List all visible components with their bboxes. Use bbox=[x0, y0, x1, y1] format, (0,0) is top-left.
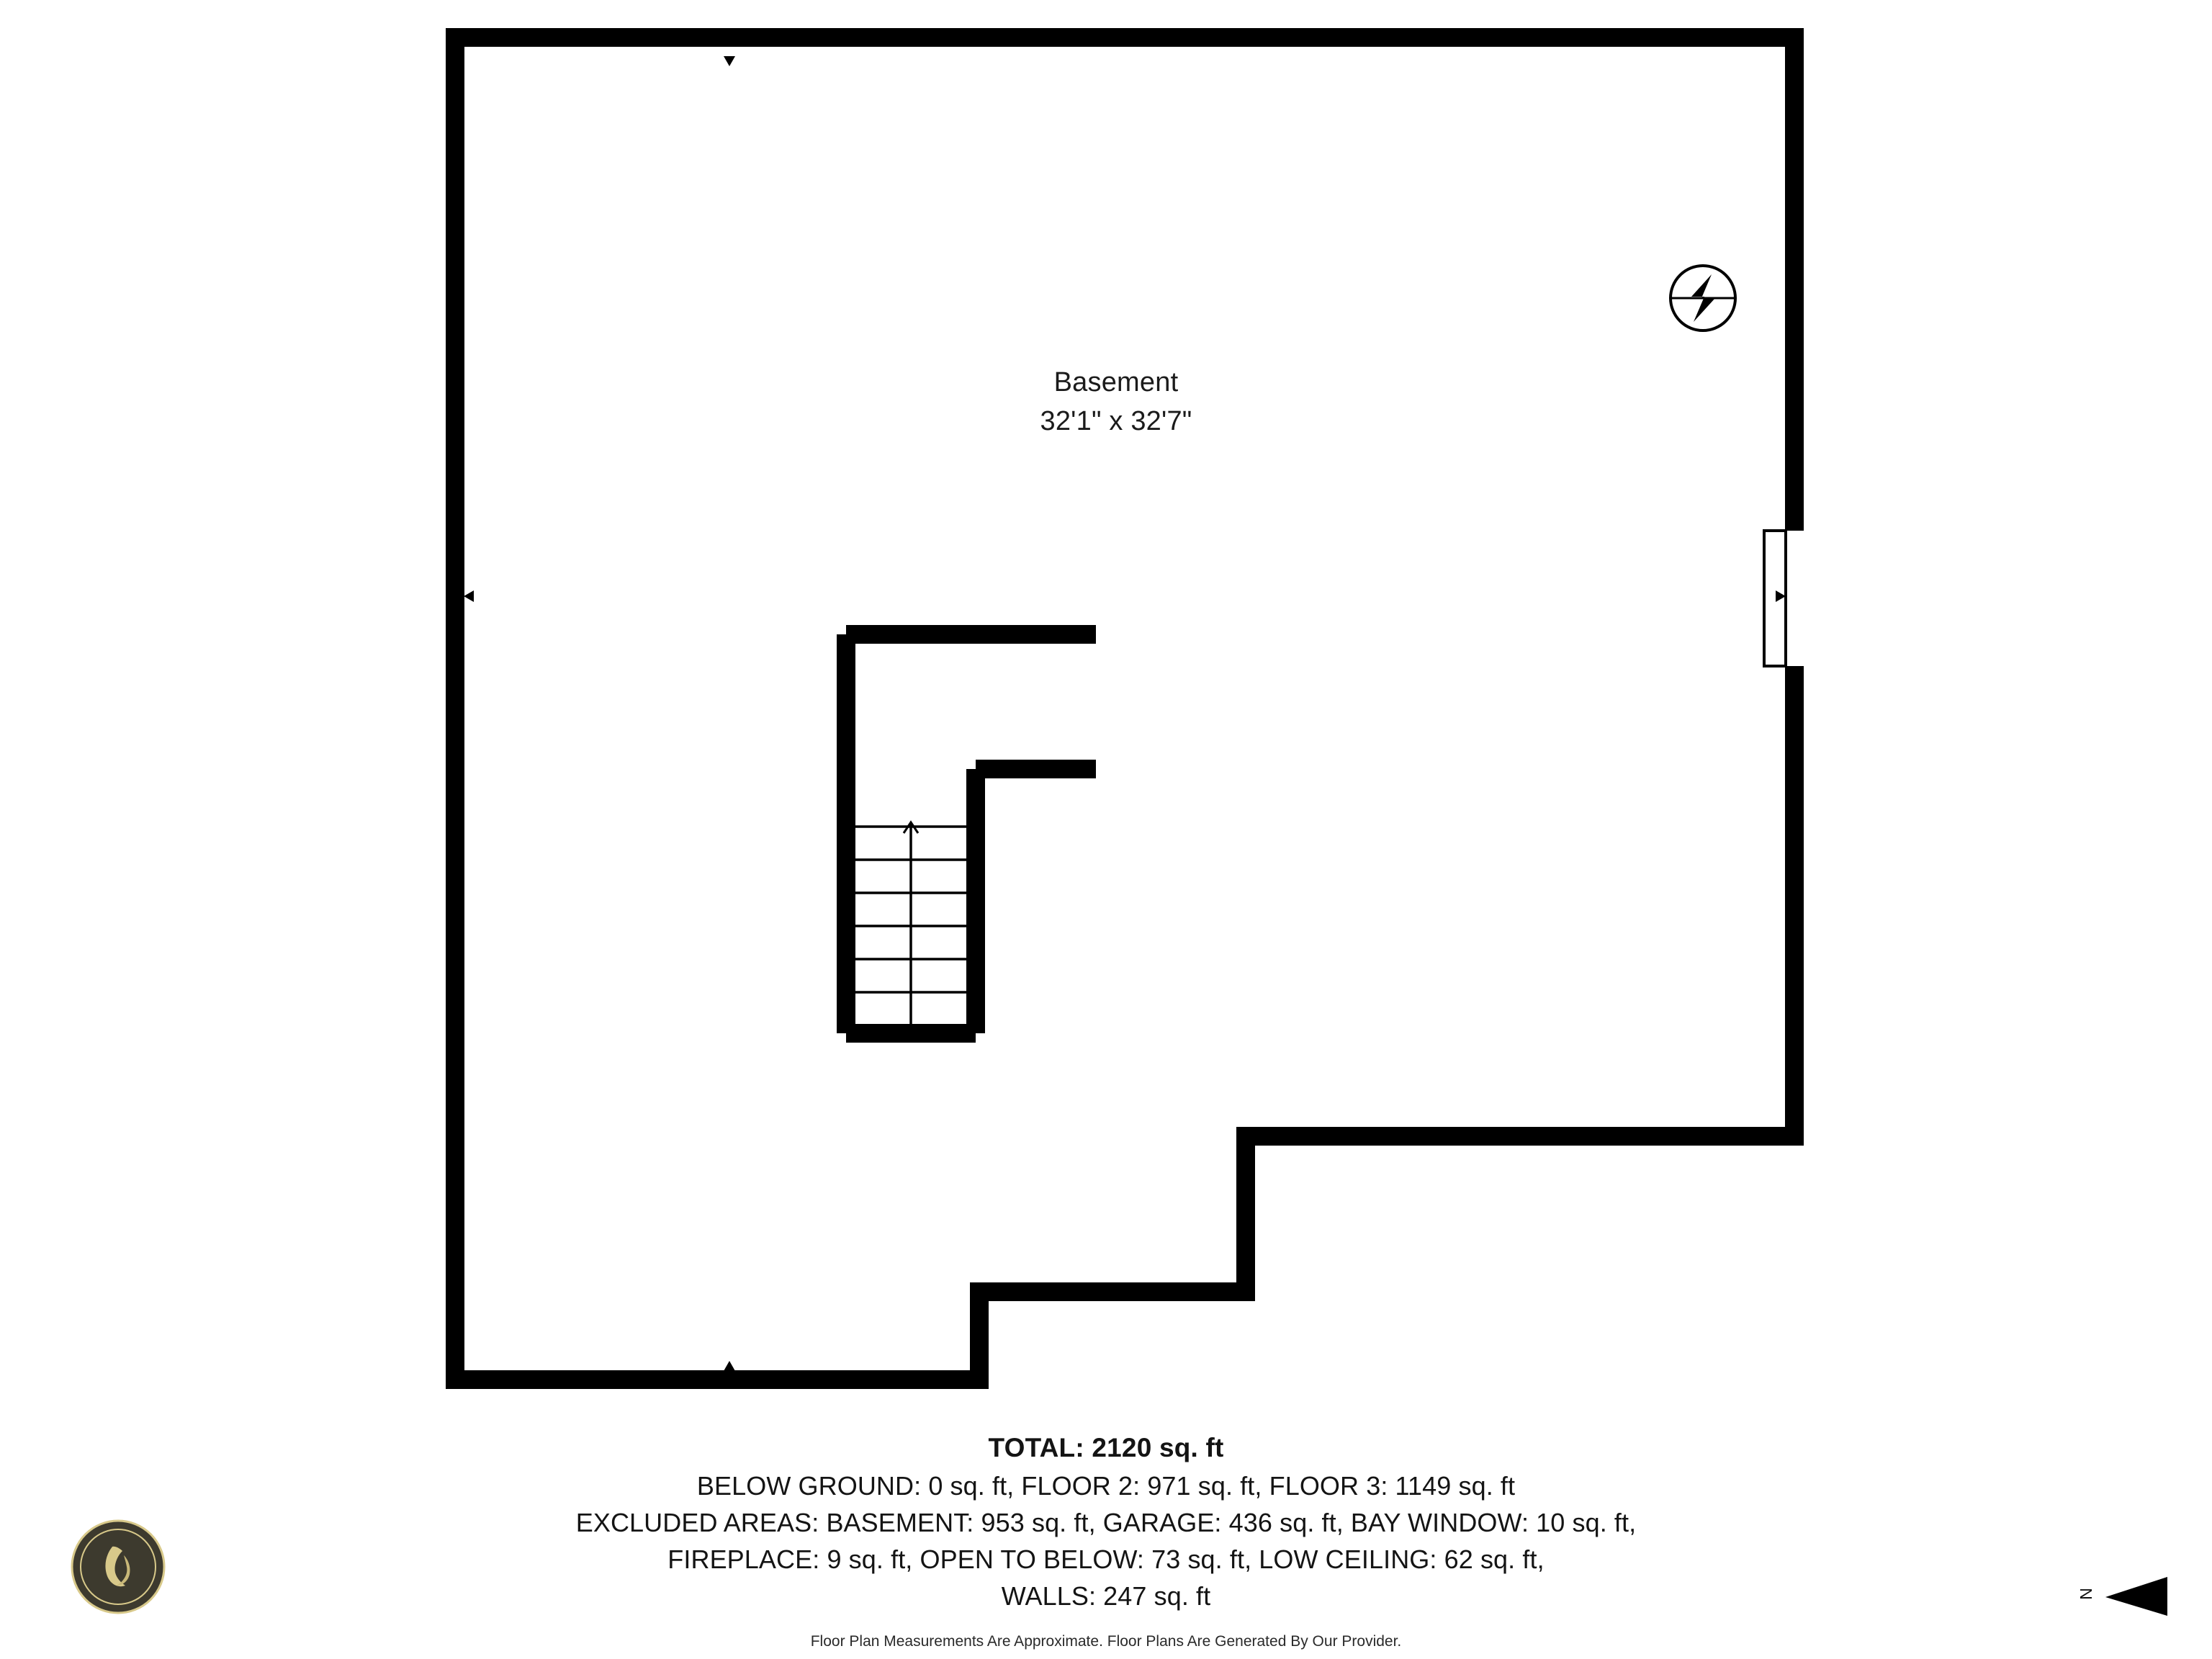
north-arrow-icon bbox=[2074, 1571, 2175, 1622]
exterior-wall-outline bbox=[455, 37, 1794, 1380]
door-frame bbox=[1764, 531, 1786, 666]
summary-excluded-2: FIREPLACE: 9 sq. ft, OPEN TO BELOW: 73 sq. ft, LOW CEILING: 62 sq. ft, bbox=[667, 1544, 1545, 1574]
compass-letter-n: N bbox=[2076, 1588, 2095, 1600]
room-name: Basement bbox=[1053, 367, 1179, 397]
brand-logo bbox=[71, 1519, 166, 1614]
right-wall-opening bbox=[1785, 531, 1804, 666]
room-label-basement bbox=[954, 364, 1278, 441]
dimension-arrow-top bbox=[724, 56, 735, 66]
room-dimensions: 32'1" x 32'7" bbox=[1040, 405, 1192, 436]
summary-floors: BELOW GROUND: 0 sq. ft, FLOOR 2: 971 sq. ft, FLOOR 3: 1149 sq. ft bbox=[696, 1470, 1516, 1501]
disclaimer-text: Floor Plan Measurements Are Approximate. Floor Plans Are Generated By Our Provider. bbox=[810, 1633, 1402, 1650]
summary-walls: WALLS: 247 sq. ft bbox=[1001, 1581, 1211, 1611]
stair-up-arrow-icon bbox=[904, 822, 918, 861]
lightning-bolt-icon bbox=[1671, 266, 1735, 331]
summary-excluded-1: EXCLUDED AREAS: BASEMENT: 953 sq. ft, GARAGE: 436 sq. ft, BAY WINDOW: 10 sq. ft, bbox=[575, 1507, 1637, 1537]
dimension-arrow-bottom bbox=[724, 1361, 735, 1371]
summary-total: TOTAL: 2120 sq. ft bbox=[988, 1433, 1224, 1462]
dimension-arrow-left bbox=[464, 590, 474, 602]
area-summary bbox=[0, 1429, 2212, 1614]
